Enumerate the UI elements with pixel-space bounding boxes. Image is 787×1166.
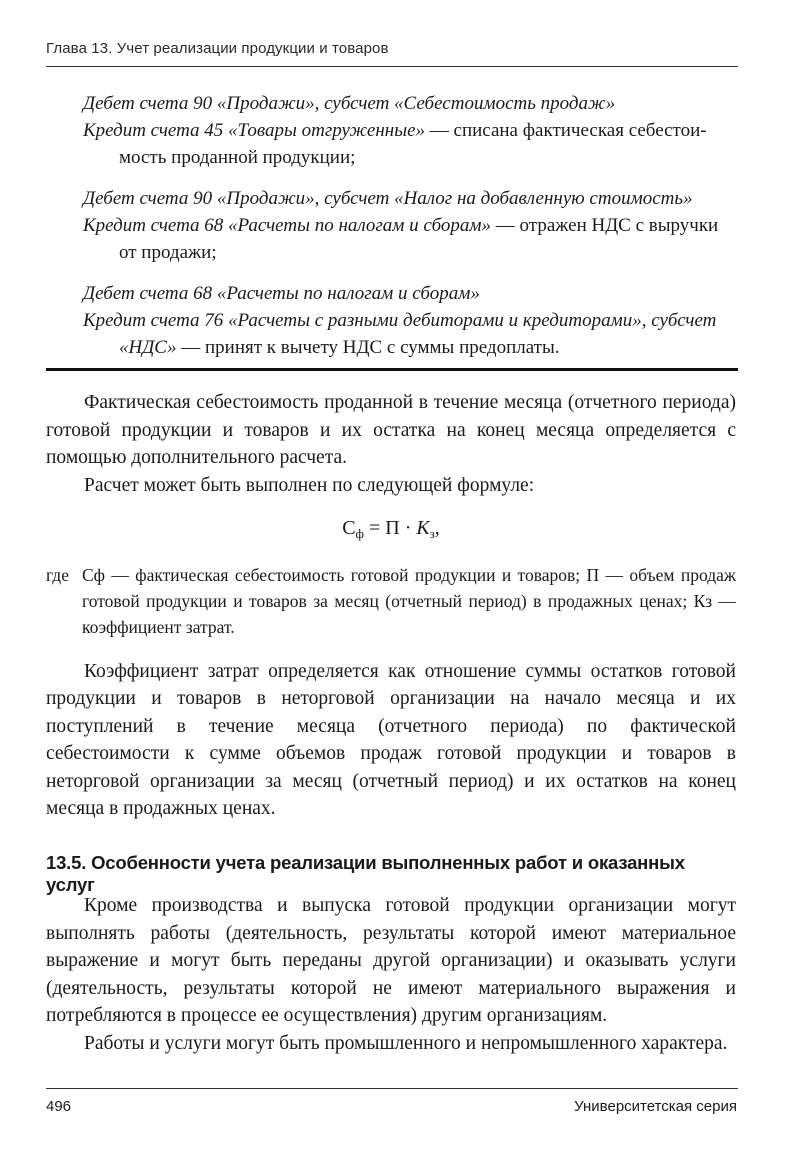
formula-legend: [46, 562, 736, 640]
entry-1-debit: Дебет счета 90 «Продажи», субсчет «Себестоимость продаж»: [83, 93, 616, 114]
entry-1-desc: — списана фактическая себестои-: [425, 120, 707, 141]
entry-1-desc-cont: мость проданной продукции;: [119, 147, 356, 168]
entry-2-desc: — отражен НДС с выручки: [491, 215, 719, 236]
entry-3-desc: — принят к вычету НДС с суммы предоплаты.: [176, 337, 560, 358]
entry-3: [83, 280, 738, 361]
entry-3-debit: Дебет счета 68 «Расчеты по налогам и сборам»: [83, 283, 480, 304]
running-head: Глава 13. Учет реализации продукции и товаров: [46, 40, 389, 57]
entry-3-credit-cont: «НДС»: [119, 337, 177, 358]
accounting-entries: [83, 90, 738, 375]
entry-3-desc-line: [83, 334, 738, 361]
section-text: [46, 892, 736, 1057]
paragraph-coefficient: Коэффициент затрат определяется как отношение суммы остатков готовой продукции и товаров в неторговой организации на начало месяца и их поступлений в течение месяца (отчетного периода) по фактической себестоимости к сумме объемов продаж готовой продукции и товаров в неторговой организации за месяц (отчетный период) и их остатков на конец месяца в продажных ценах.: [46, 660, 736, 819]
page-number: 496: [46, 1098, 72, 1115]
formula-rhs: = П ·: [363, 517, 417, 539]
section-heading: 13.5. Особенности учета реализации выполненных работ и оказанных услуг: [46, 852, 685, 895]
entries-rule: [46, 368, 738, 371]
formula-k-sub: з: [429, 526, 435, 541]
where-text: Сф — фактическая себестоимость готовой продукции и товаров; П — объем продаж готовой продукции и товаров за месяц (отчетный период) в продажных ценах; Кз — коэффициент затрат.: [82, 564, 736, 637]
entry-1-credit: Кредит счета 45 «Товары отгруженные»: [83, 120, 426, 141]
formula-lhs: С: [342, 517, 356, 539]
footer-rule: [46, 1088, 738, 1089]
entry-2-credit: Кредит счета 68 «Расчеты по налогам и сборам»: [83, 215, 492, 236]
entry-2: [83, 185, 738, 266]
entry-2-desc-cont: от продажи;: [119, 242, 217, 263]
paragraph-formula-intro: Расчет может быть выполнен по следующей формуле:: [84, 474, 535, 496]
formula: [46, 515, 736, 548]
paragraph-cost: Фактическая себестоимость проданной в течение месяца (отчетного периода) готовой продукции и товаров и их остатка на конец месяца определяется с помощью дополнительного расчета.: [46, 392, 736, 468]
entry-1-credit-line: [83, 117, 738, 144]
formula-lhs-sub: ф: [355, 526, 364, 541]
paragraph-works: Кроме производства и выпуска готовой продукции организации могут выполнять работы (деятельность, результаты которой имеют материальное выражение и могут быть переданы другой организации) и оказывать услуги (деятельность, результаты которой не имеют материального выражения и потребляются в процессе ее осуществления) другим организациям.: [46, 895, 736, 1026]
header-rule: [46, 66, 738, 67]
entry-2-credit-line: [83, 212, 738, 239]
main-text: [46, 389, 736, 823]
where-word: где: [46, 564, 69, 585]
entry-3-credit: Кредит счета 76 «Расчеты с разными дебиторами и кредиторами», субсчет: [83, 310, 717, 331]
entry-1: [83, 90, 738, 171]
series-name: Университетская серия: [574, 1098, 737, 1115]
entry-2-debit: Дебет счета 90 «Продажи», субсчет «Налог на добавленную стоимость»: [83, 188, 693, 209]
formula-tail: ,: [434, 517, 440, 539]
formula-k: К: [416, 517, 430, 539]
paragraph-works-types: Работы и услуги могут быть промышленного и непромышленного характера.: [84, 1032, 728, 1054]
